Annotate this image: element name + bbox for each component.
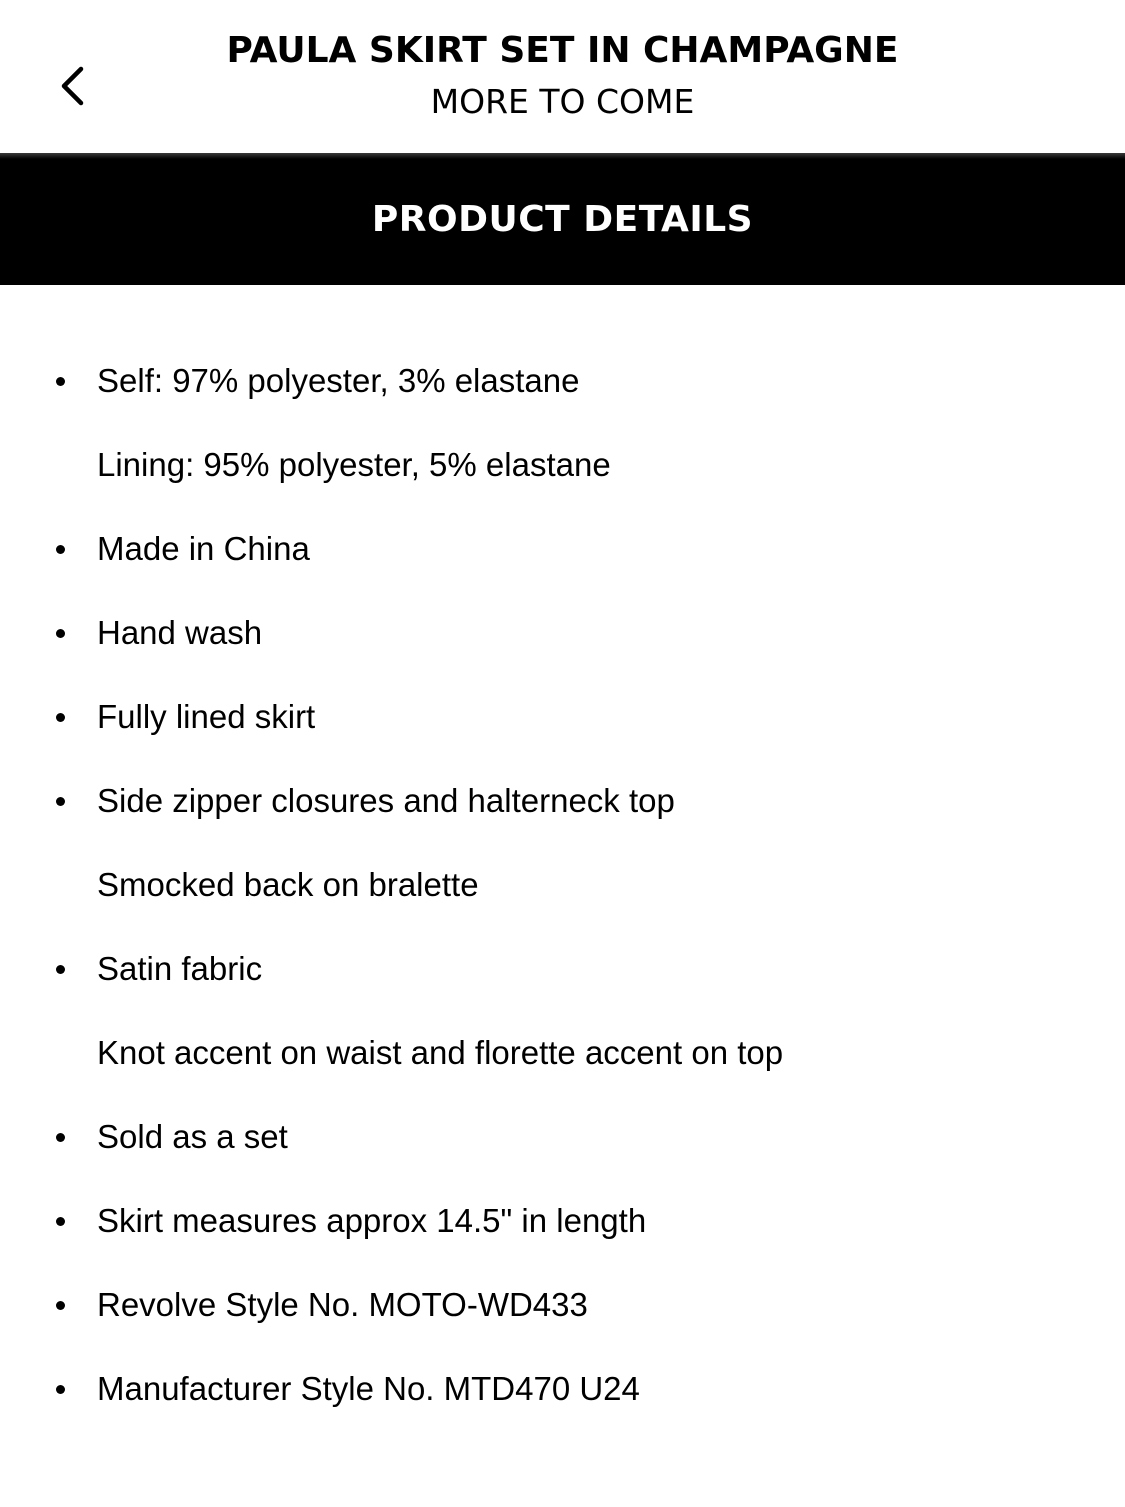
detail-item: [0, 1179, 1125, 1263]
detail-item: [0, 1263, 1125, 1347]
product-title: PAULA SKIRT SET IN CHAMPAGNE: [226, 30, 899, 71]
bullet-icon: [56, 1217, 65, 1226]
detail-text: Fully lined skirt: [97, 698, 316, 735]
detail-text: Hand wash: [97, 614, 263, 651]
bullet-icon: [56, 965, 65, 974]
title-block: [120, 26, 1005, 128]
product-details-bar[interactable]: [0, 153, 1125, 285]
brand-name[interactable]: MORE TO COME: [430, 82, 695, 121]
bullet-icon: [56, 545, 65, 554]
detail-item: [0, 759, 1125, 843]
chevron-left-icon: [57, 65, 87, 107]
product-details-list: [0, 339, 1125, 1431]
top-header: [0, 0, 1125, 153]
bullet-icon: [56, 1133, 65, 1142]
detail-item: [0, 1347, 1125, 1431]
detail-text: Satin fabric: [97, 950, 263, 987]
bullet-icon: [56, 713, 65, 722]
detail-item: [0, 423, 1125, 507]
bullet-icon: [56, 1301, 65, 1310]
back-button[interactable]: [40, 50, 104, 122]
product-details-heading: PRODUCT DETAILS: [371, 198, 754, 240]
detail-text: Smocked back on bralette: [97, 866, 479, 903]
detail-text: Revolve Style No. MOTO-WD433: [97, 1286, 588, 1323]
detail-text: Sold as a set: [97, 1118, 288, 1155]
detail-text: Made in China: [97, 530, 310, 567]
detail-text: Skirt measures approx 14.5" in length: [97, 1202, 647, 1239]
detail-item: [0, 1011, 1125, 1095]
bullet-icon: [56, 629, 65, 638]
detail-item: [0, 1095, 1125, 1179]
detail-item: [0, 591, 1125, 675]
detail-item: [0, 927, 1125, 1011]
detail-text: Self: 97% polyester, 3% elastane: [97, 362, 580, 399]
bullet-icon: [56, 1385, 65, 1394]
detail-item: [0, 843, 1125, 927]
detail-item: [0, 675, 1125, 759]
detail-text: Knot accent on waist and florette accent on top: [97, 1034, 784, 1071]
detail-item: [0, 339, 1125, 423]
detail-text: Side zipper closures and halterneck top: [97, 782, 675, 819]
detail-text: Lining: 95% polyester, 5% elastane: [97, 446, 611, 483]
bullet-icon: [56, 797, 65, 806]
detail-text: Manufacturer Style No. MTD470 U24: [97, 1370, 640, 1407]
detail-item: [0, 507, 1125, 591]
bullet-icon: [56, 377, 65, 386]
